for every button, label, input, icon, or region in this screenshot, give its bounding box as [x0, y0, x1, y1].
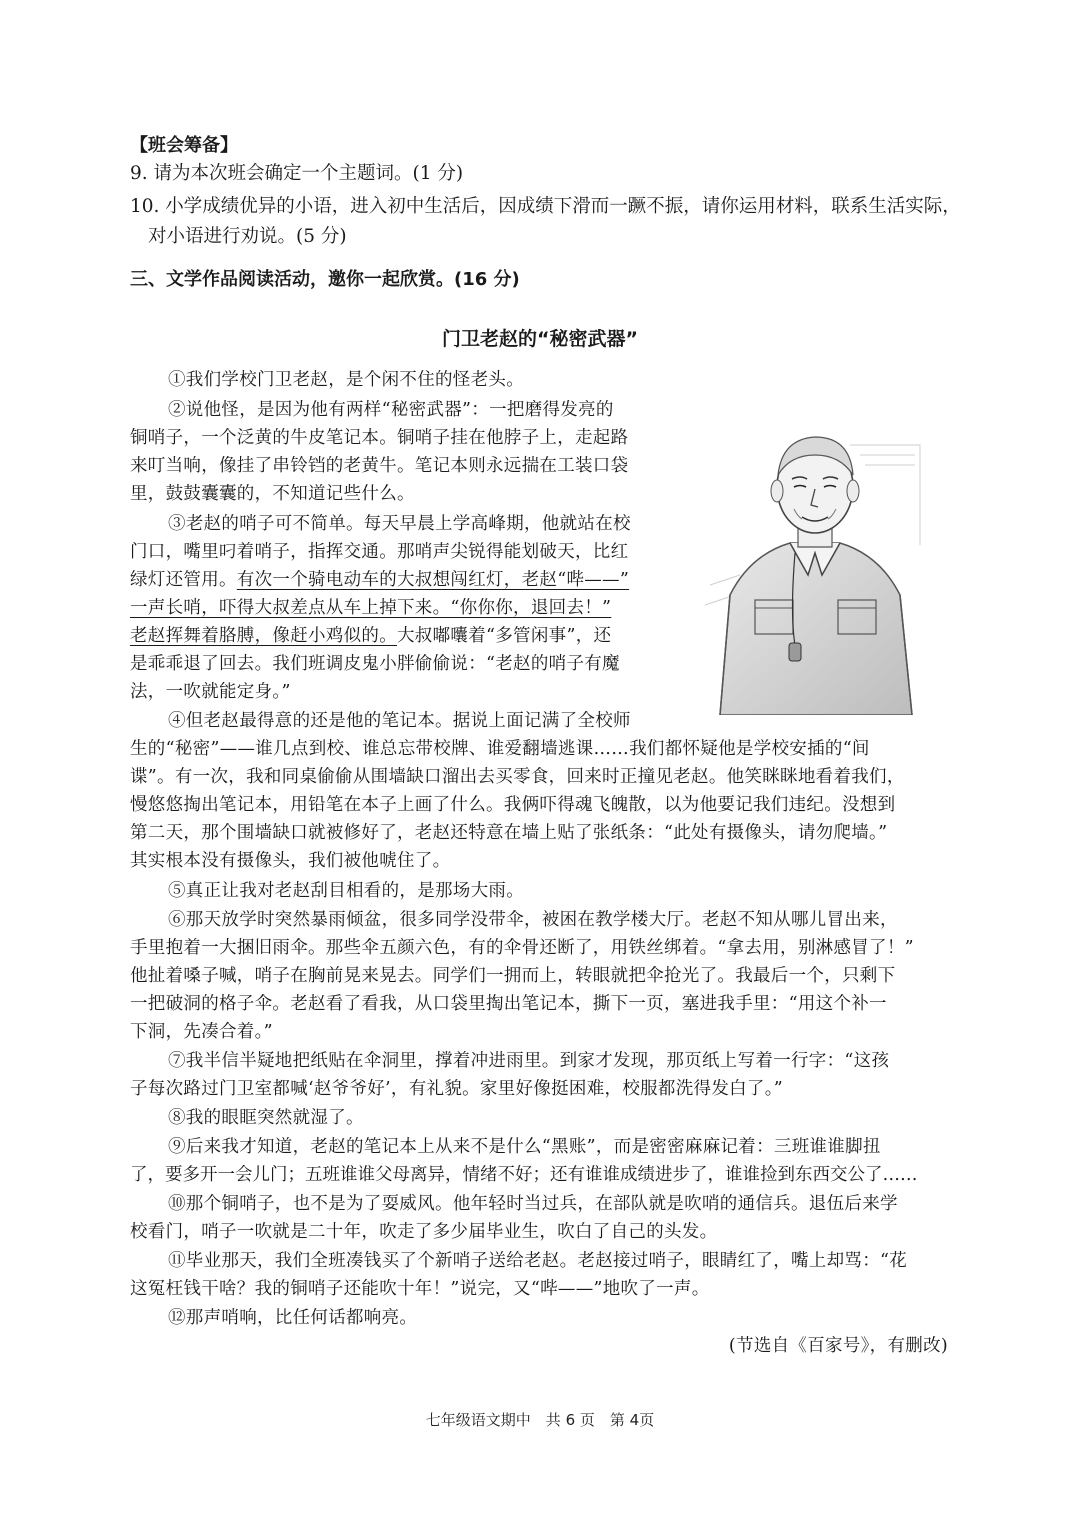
paragraph-3-line: 绿灯还管用。有次一个骑电动车的大叔想闯红灯，老赵“哔——” — [130, 570, 630, 590]
paragraph-6-line: ⑥那天放学时突然暴雨倾盆，很多同学没带伞，被困在教学楼大厅。老赵不知从哪儿冒出来， — [168, 910, 898, 930]
paragraph-4-line: ④但老赵最得意的还是他的笔记本。据说上面记满了全校师 — [168, 711, 631, 731]
part-3-heading: 三、文学作品阅读活动，邀你一起欣赏。(16 分) — [130, 269, 520, 290]
paragraph-3-line: ③老赵的哨子可不简单。每天早晨上学高峰期，他就站在校 — [168, 514, 631, 534]
paragraph-9-line: 了，要多开一会儿门；五班谁谁父母离异，情绪不好；还有谁谁成绩进步了，谁谁捡到东西交公了…… — [130, 1165, 918, 1185]
paragraph-6-line: 手里抱着一大捆旧雨伞。那些伞五颜六色，有的伞骨还断了，用铁丝绑着。“拿去用，别淋感冒了！” — [130, 938, 914, 958]
paragraph-10-line: ⑩那个铜哨子，也不是为了耍威风。他年轻时当过兵，在部队就是吹哨的通信兵。退伍后来学 — [168, 1194, 898, 1214]
source-note: (节选自《百家号》，有删改) — [728, 1336, 948, 1356]
section-label: 【班会筹备】 — [130, 135, 238, 156]
article-title: 门卫老赵的“秘密武器” — [442, 328, 638, 350]
paragraph-8: ⑧我的眼眶突然就湿了。 — [168, 1108, 364, 1128]
underlined-sentence: 一声长哨，吓得大叔差点从车上掉下来。“你你你，退回去！” — [130, 598, 612, 618]
paragraph-7-line: ⑦我半信半疑地把纸贴在伞洞里，撑着冲进雨里。到家才发现，那页纸上写着一行字：“这孩 — [168, 1051, 890, 1071]
paragraph-3-line: 是乖乖退了回去。我们班调皮鬼小胖偷偷说：“老赵的哨子有魔 — [130, 654, 620, 674]
question-10-line1: 10. 小学成绩优异的小语，进入初中生活后，因成绩下滑而一蹶不振，请你运用材料，联系生活实际， — [130, 196, 961, 217]
question-10-line2: 对小语进行劝说。(5 分) — [148, 226, 347, 247]
paragraph-4-line: 谍”。有一次，我和同桌偷偷从围墙缺口溜出去买零食，回来时正撞见老赵。他笑眯眯地看着我们， — [130, 767, 905, 787]
paragraph-4-line: 其实根本没有摄像头，我们被他唬住了。 — [130, 851, 451, 871]
paragraph-3-line: 法，一吹就能定身。” — [130, 682, 291, 702]
paragraph-4-line: 慢悠悠掏出笔记本，用铅笔在本子上画了什么。我俩吓得魂飞魄散，以为他要记我们违纪。没想到 — [130, 795, 896, 815]
paragraph-5: ⑤真正让我对老赵刮目相看的，是那场大雨。 — [168, 881, 524, 901]
paragraph-3-line: 老赵挥舞着胳膊，像赶小鸡似的。大叔嘟囔着“多管闲事”，还 — [130, 626, 612, 646]
paragraph-7-line: 子每次路过门卫室都喊‘赵爷爷好’，有礼貌。家里好像挺困难，校服都洗得发白了。” — [130, 1079, 784, 1099]
underlined-sentence: 有次一个骑电动车的大叔想闯红灯，老赵“哔——” — [236, 570, 630, 590]
paragraph-1: ①我们学校门卫老赵，是个闲不住的怪老头。 — [168, 370, 524, 390]
paragraph-6-line: 他扯着嗓子喊，哨子在胸前晃来晃去。同学们一拥而上，转眼就把伞抢光了。我最后一个，只剩下 — [130, 966, 896, 986]
page-footer: 七年级语文期中 共 6 页 第 4页 — [425, 1411, 655, 1429]
paragraph-2-line: 来叮当响，像挂了串铃铛的老黄牛。笔记本则永远揣在工装口袋 — [130, 456, 629, 476]
paragraph-2-line: 铜哨子，一个泛黄的牛皮笔记本。铜哨子挂在他脖子上，走起路 — [130, 428, 629, 448]
paragraph-4-line: 第二天，那个围墙缺口就被修好了，老赵还特意在墙上贴了张纸条：“此处有摄像头，请勿爬墙。” — [130, 823, 888, 843]
paragraph-6-line: 一把破洞的格子伞。老赵看了看我，从口袋里掏出笔记本，撕下一页，塞进我手里：“用这个补一 — [130, 994, 887, 1014]
paragraph-3-line: 门口，嘴里叼着哨子，指挥交通。那哨声尖锐得能划破天，比红 — [130, 542, 629, 562]
paragraph-4-line: 生的“秘密”——谁几点到校、谁总忘带校牌、谁爱翻墙逃课……我们都怀疑他是学校安插的“间 — [130, 739, 870, 759]
elderly-guard-portrait-icon — [690, 425, 940, 715]
paragraph-9-line: ⑨后来我才知道，老赵的笔记本上从来不是什么“黑账”，而是密密麻麻记着：三班谁谁脚扭 — [168, 1137, 881, 1157]
paragraph-6-line: 下洞，先凑合着。” — [130, 1022, 273, 1042]
paragraph-11-line: 这冤枉钱干啥？我的铜哨子还能吹十年！”说完，又“哔——”地吹了一声。 — [130, 1279, 710, 1299]
paragraph-2-line: ②说他怪，是因为他有两样“秘密武器”：一把磨得发亮的 — [168, 400, 614, 420]
paragraph-2-line: 里，鼓鼓囊囊的，不知道记些什么。 — [130, 484, 415, 504]
underlined-sentence: 老赵挥舞着胳膊，像赶小鸡似的。 — [130, 626, 397, 646]
paragraph-10-line: 校看门，哨子一吹就是二十年，吹走了多少届毕业生，吹白了自己的头发。 — [130, 1222, 718, 1242]
question-9: 9. 请为本次班会确定一个主题词。(1 分) — [130, 163, 464, 184]
paragraph-11-line: ⑪毕业那天，我们全班凑钱买了个新哨子送给老赵。老赵接过哨子，眼睛红了，嘴上却骂：“花 — [168, 1251, 908, 1271]
paragraph-12: ⑫那声哨响，比任何话都响亮。 — [168, 1308, 418, 1328]
